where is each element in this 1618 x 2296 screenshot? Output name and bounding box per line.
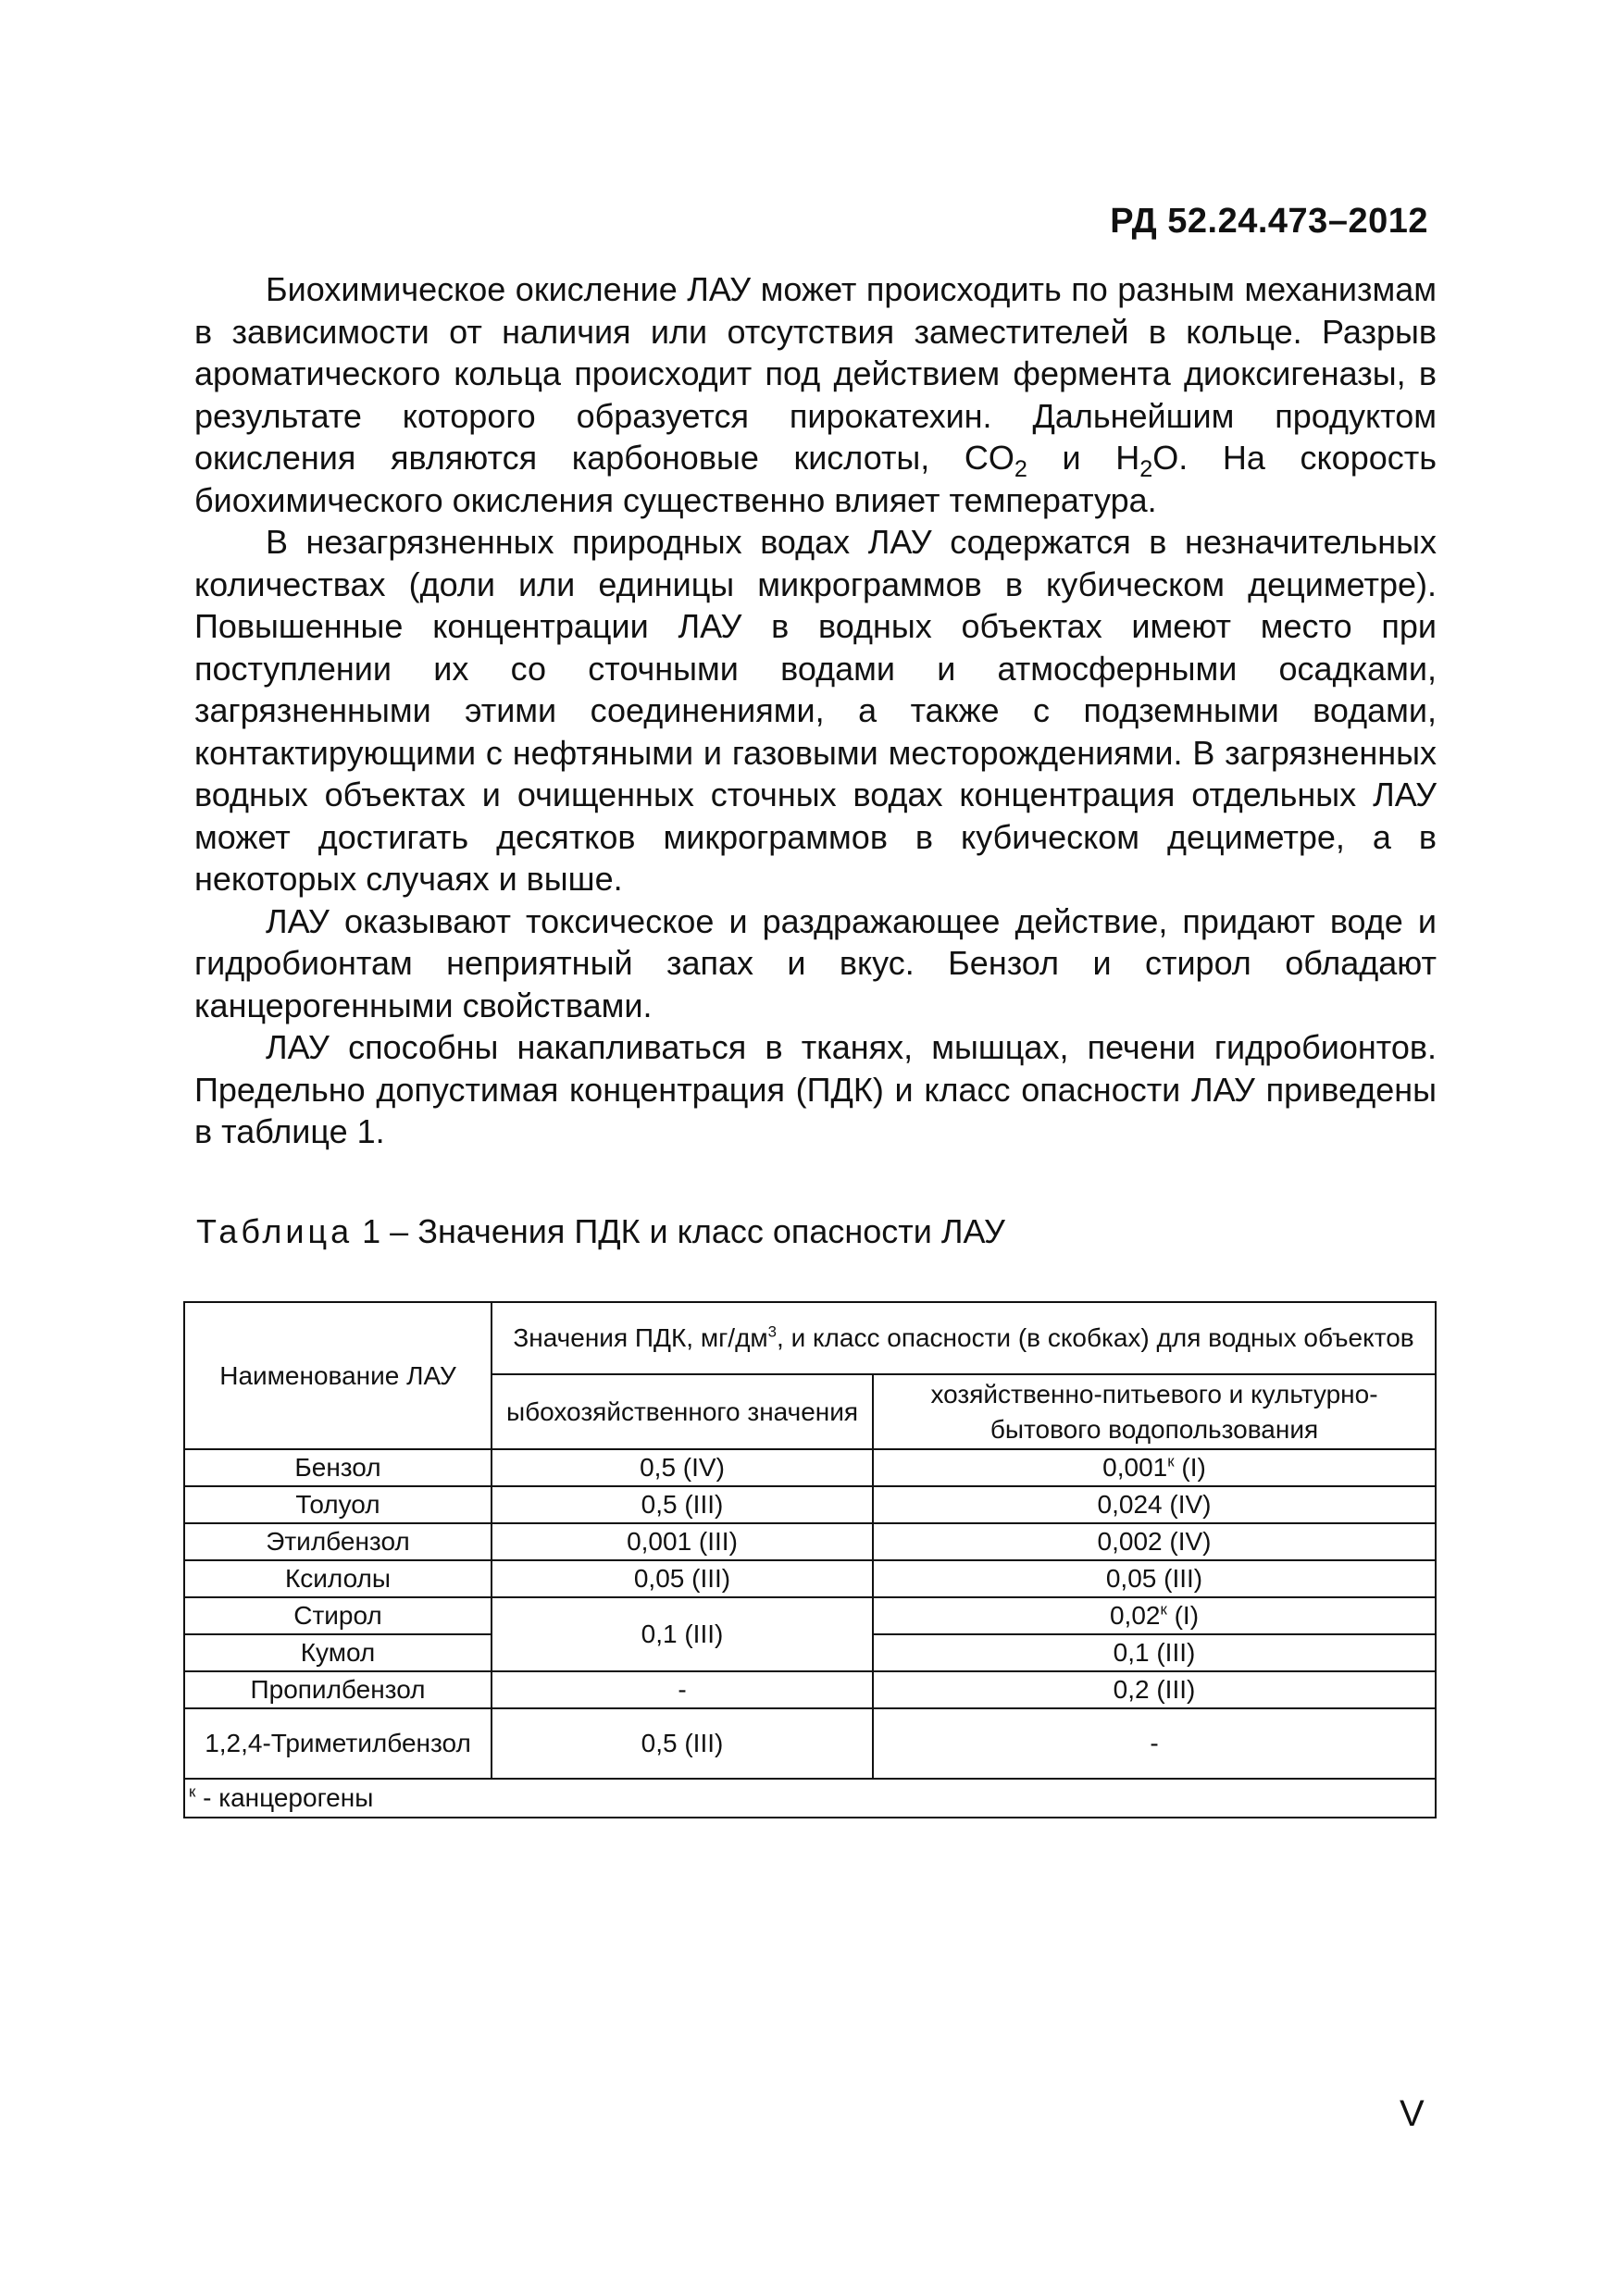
table-row: Толуол 0,5 (III) 0,024 (IV)	[184, 1486, 1436, 1523]
table-row: Кумол 0,1 (III)	[184, 1634, 1436, 1671]
header-fishery: ыбохозяйственного значения	[492, 1374, 873, 1449]
table-row: 1,2,4-Триметилбензол 0,5 (III) -	[184, 1708, 1436, 1779]
paragraph: ЛАУ оказывают токсическое и раздражающее действие, придают воде и гидробионтам неприятный запах и вкус. Бензол и стирол обладают канцерогенными свойствами.	[194, 901, 1437, 1024]
page-number: V	[1400, 2093, 1425, 2134]
paragraph: Биохимическое окисление ЛАУ может происходить по разным механизмам в зависимости от наличия или отсутствия заместителей в кольце. Разрыв ароматического кольца происходит под действием фермента диоксигеназы, в результате которого образуется пирокатехин. Дальнейшим продуктом окисления являются карбоновые кислоты, $CO_2$ и $H_2O$. На скорость биохимического окисления существенно влияет температура.	[194, 270, 1437, 519]
body-text	[194, 268, 1437, 1153]
table-row: Ксилолы 0,05 (III) 0,05 (III)	[184, 1560, 1436, 1597]
document-code: РД 52.24.473–2012	[1110, 202, 1428, 241]
table-row: Этилбензол 0,001 (III) 0,002 (IV)	[184, 1523, 1436, 1560]
table-row: Стирол 0,1 (III) $0,02^к$ (I)	[184, 1597, 1436, 1634]
table-caption: Таблица 1 – Значения ПДК и класс опасности ЛАУ	[196, 1212, 1005, 1250]
pdk-table	[183, 1301, 1437, 1818]
paragraph: В незагрязненных природных водах ЛАУ содержатся в незначительных количествах (доли или единицы микрограммов в кубическом дециметре). Повышенные концентрации ЛАУ в водных объектах имеют место при поступлении их со сточными водами и атмосферными осадками, загрязненными этими соединениями, а также с подземными водами, контактирующими с нефтяными и газовыми месторождениями. В загрязненных водных объектах и очищенных сточных водах концентрация отдельных ЛАУ может достигать десятков микрограммов в кубическом дециметре, а в некоторых случаях и выше.	[194, 523, 1437, 898]
header-name: Наименование ЛАУ	[184, 1302, 492, 1449]
paragraph: ЛАУ способны накапливаться в тканях, мышцах, печени гидробионтов. Предельно допустимая концентрация (ПДК) и класс опасности ЛАУ приведены в таблице 1.	[194, 1028, 1437, 1150]
table-note: $^к$ - канцерогены	[184, 1779, 1436, 1818]
table-note-row	[184, 1779, 1436, 1818]
table-row: Бензол 0,5 (IV) $0,001^к$ (I)	[184, 1449, 1436, 1486]
header-drinking: хозяйственно-питьевого и культурно-бытового водопользования	[873, 1374, 1436, 1449]
header-group: Значения ПДК, $мг/дм^3$, и класс опасности (в скобках) для водных объектов	[492, 1302, 1436, 1374]
table-row: Пропилбензол - 0,2 (III)	[184, 1671, 1436, 1708]
